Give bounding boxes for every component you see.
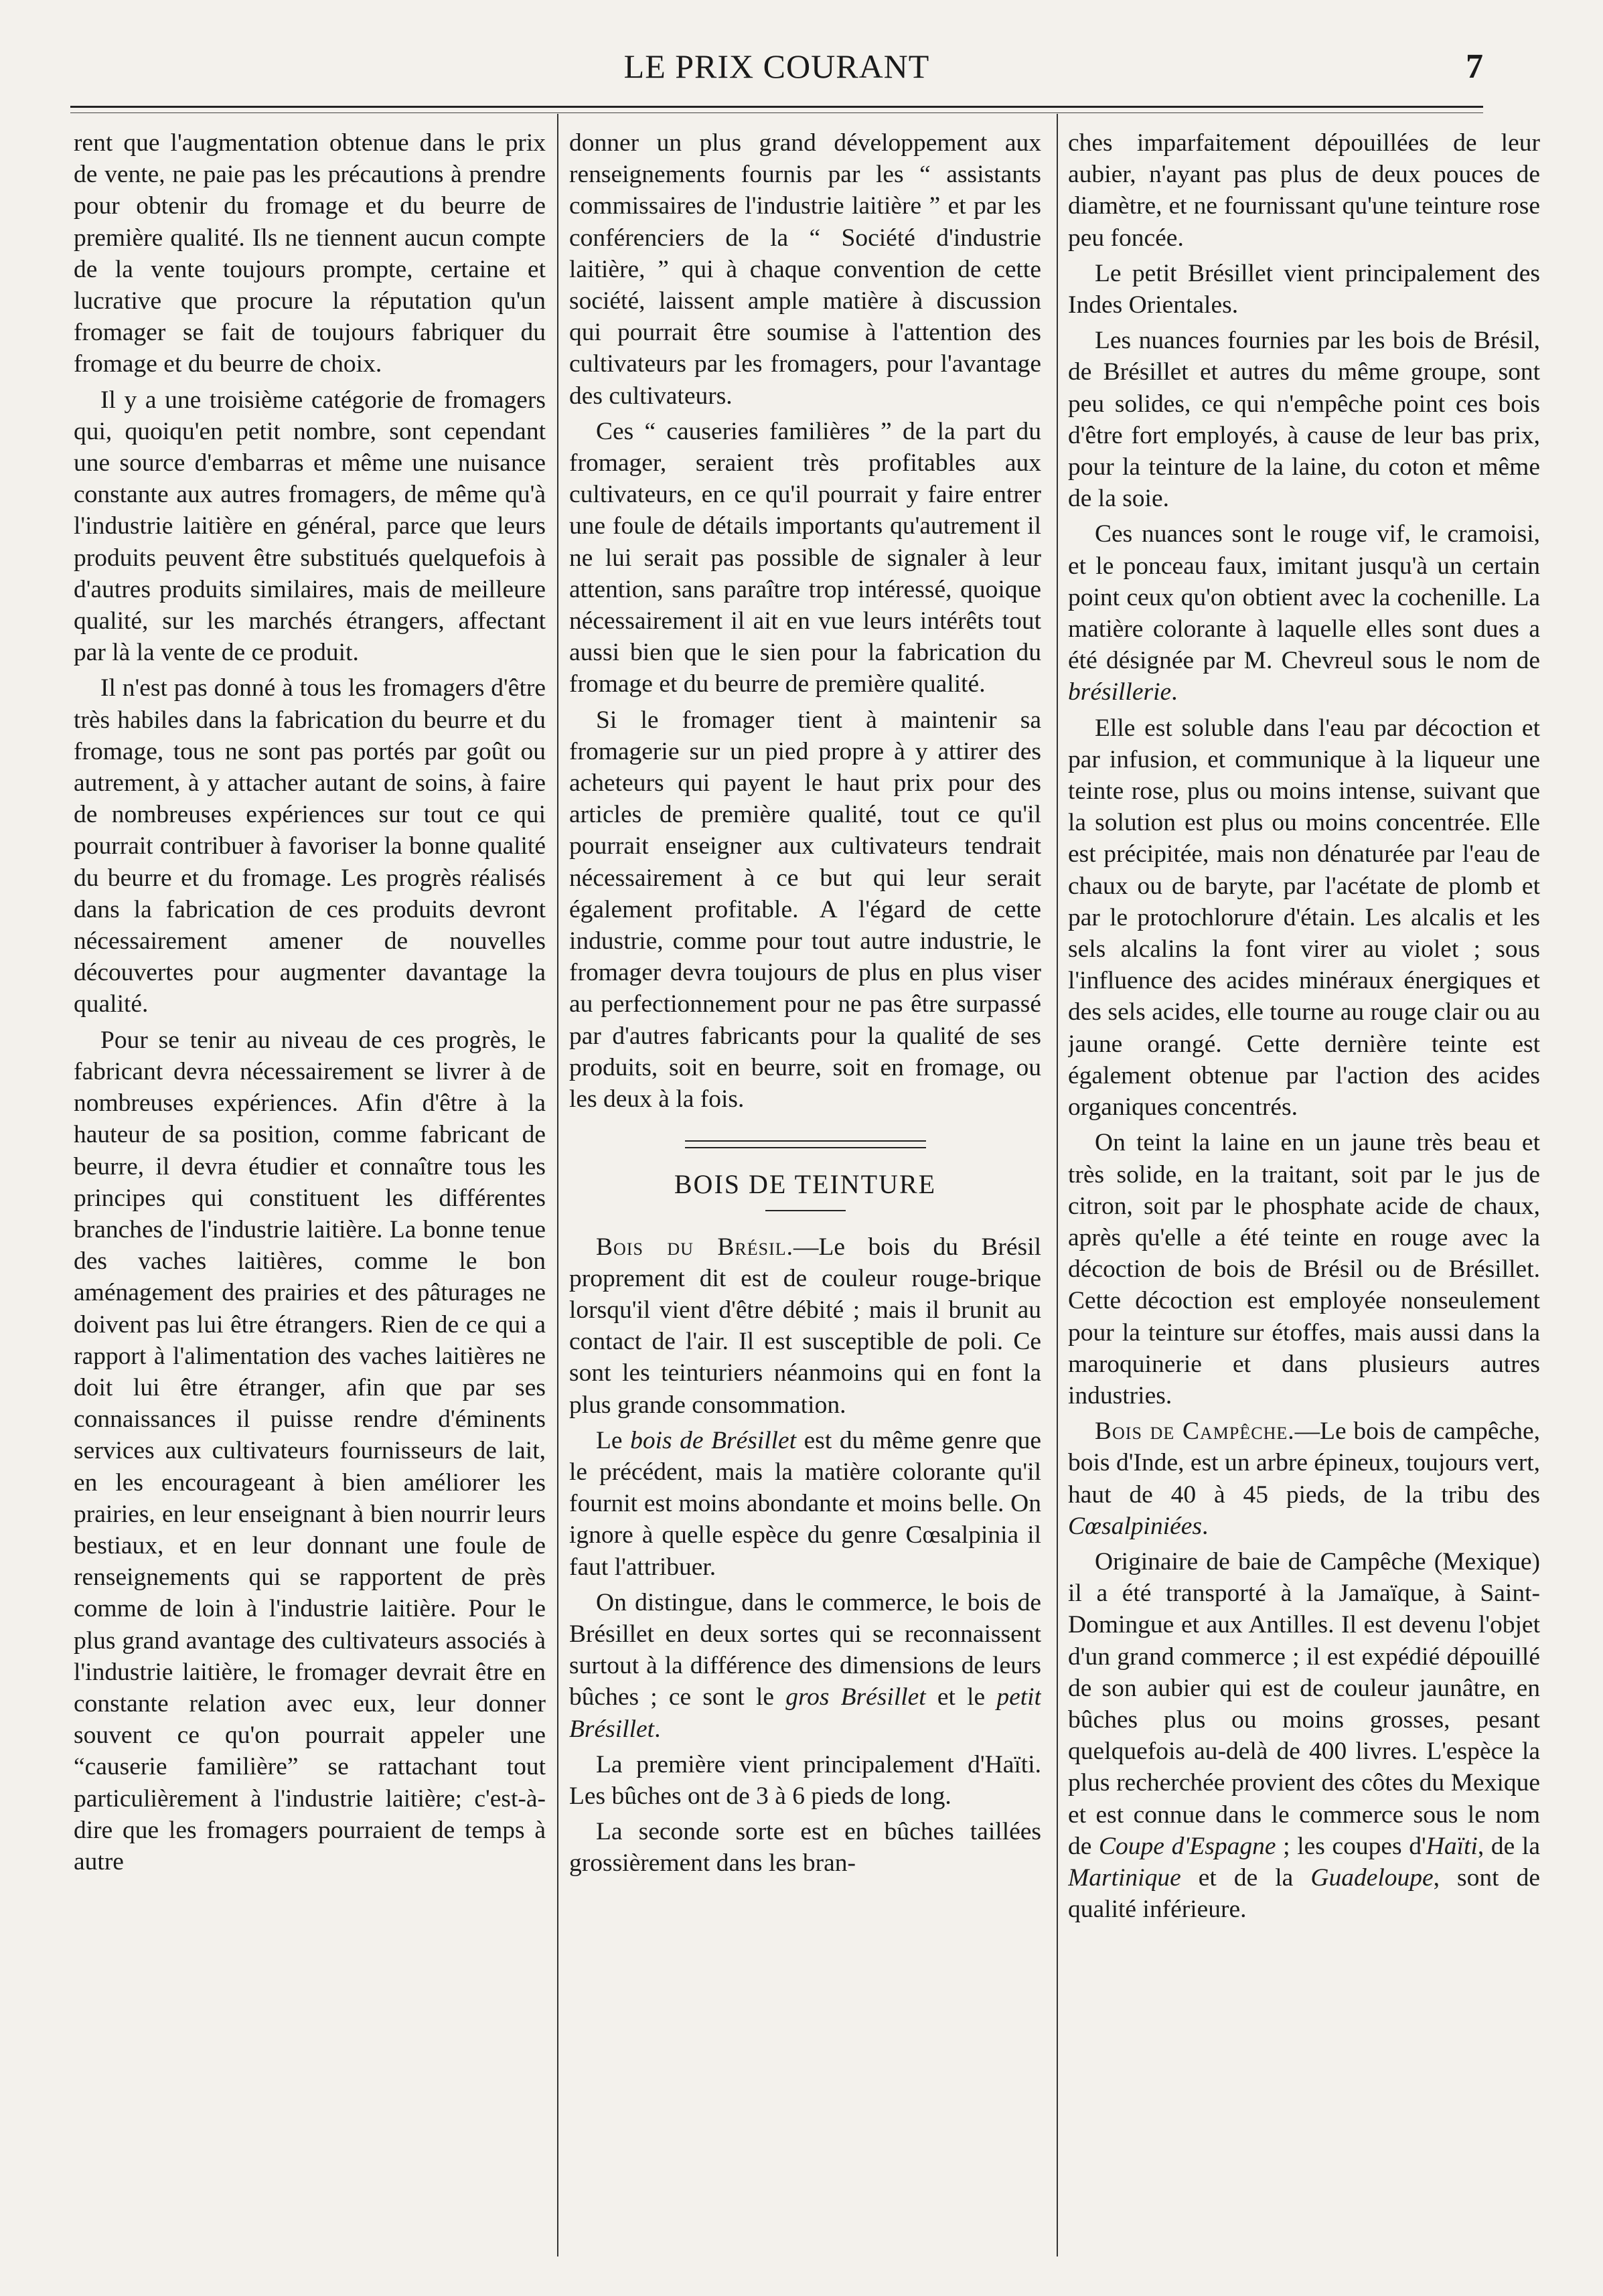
italic-term: brésillerie bbox=[1068, 678, 1172, 706]
paragraph: Il n'est pas donné à tous les fromagers d'être très habiles dans la fabrication du beurre et du fromage, tous ne sont pas portés par goût ou autrement, à y attacher autant de soins, à faire de nombreuses expériences sur tout ce qui pourrait contribuer à favoriser la bonne qualité du beurre et du fromage. Les progrès réalisés dans la fabrication de ces produits devront nécessairement amener de nouvelles découvertes pour augmenter davantage la qualité. bbox=[74, 674, 546, 1018]
column-divider bbox=[1057, 114, 1058, 2256]
italic-term: petit Brésillet bbox=[569, 1683, 1041, 1743]
paragraph: Ces “ causeries familières ” de la part du fromager, seraient très profitables aux cultivateurs, en ce qu'il pourrait y faire entrer une foule de détails importants qu'autrement il ne lui serait pas possible de signaler à leur attention, sans paraître trop intéressé, quoique nécessairement il ait en vue leurs intérêts tout aussi bien que le sien pour la fabrication du fromage et du beurre de première qualité. bbox=[569, 417, 1041, 698]
column-3 bbox=[1068, 127, 1540, 2256]
section-heading: BOIS DE TEINTURE bbox=[674, 1169, 937, 1200]
header-rule-thin bbox=[70, 112, 1483, 113]
column-1 bbox=[74, 127, 546, 2256]
italic-term: Coupe d'Espagne bbox=[1099, 1832, 1276, 1860]
italic-term: Cœsalpiniées bbox=[1068, 1512, 1203, 1540]
paragraph-nuances: Ces nuances sont le rouge vif, le cramoisi, et le ponceau faux, imitant jusqu'à un certain point ceux qu'on obtient avec la cochenille. La matière colorante à laquelle elles sont dues a été désignée par M. Chevreul sous le nom de brésillerie. bbox=[1068, 520, 1540, 706]
paragraph: Il y a une troisième catégorie de fromagers qui, quoiqu'en petit nombre, sont cependant une source d'embarras et même une nuisance constante aux autres fromagers, de même qu'à l'industrie laitière en général, parce que leurs produits peuvent être substitués quelquefois à d'autres produits similaires, mais de meilleure qualité, sur les marchés étrangers, affectant par là la vente de ce produit. bbox=[74, 386, 546, 667]
paragraph: La seconde sorte est en bûches taillées grossièrement dans les bran- bbox=[569, 1818, 1041, 1878]
entry-text: —Le bois du Brésil proprement dit est de couleur rouge-brique lorsqu'il vient d'être débité ; mais il brunit au contact de l'air. Il est susceptible de poli. Ce sont les teinturiers néanmoins qui en font la plus grande consommation. bbox=[569, 1233, 1041, 1419]
entry-lead: Bois de Campêche. bbox=[1095, 1418, 1295, 1446]
section-header bbox=[569, 1140, 1041, 1211]
paragraph: rent que l'augmentation obtenue dans le prix de vente, ne paie pas les précautions à prendre pour obtenir du fromage et du beurre de première qualité. Ils ne tiennent aucun compte de la vente toujours prompte, certaine et lucrative que procure la réputation qu'un fromager se fait de toujours fabriquer du fromage et du beurre de choix. bbox=[74, 129, 546, 378]
paragraph-bresillet: Le bois de Brésillet est du même genre que le précédent, mais la matière colorante qu'il fournit est moins abondante et moins belle. On ignore à quelle espèce du genre Cœsalpinia il faut l'attribuer. bbox=[569, 1426, 1041, 1581]
header-rule bbox=[70, 106, 1483, 108]
paragraph: On teint la laine en un jaune très beau et très solide, en la traitant, soit par le jus de citron, soit par le phosphate acide de chaux, après qu'elle a été teinte en rouge avec la décoction de bois de Brésil ou de Brésillet. Cette décoction est employée nonseulement pour la teinture sur étoffes, mais aussi dans la maroquinerie et dans plusieurs autres industries. bbox=[1068, 1129, 1540, 1409]
paragraph: Elle est soluble dans l'eau par décoction et par infusion, et communique à la liqueur une teinte rose, plus ou moins intense, suivant que la solution est plus ou moins concentrée. Elle est précipitée, mais non dénaturée par l'eau de chaux ou de baryte, par l'acétate de plomb et par le protochlorure d'étain. Les alcalis et les sels alcalins la font virer au violet ; sous l'influence des acides minéraux énergiques et des sels acides, elle tourne au rouge clair ou au jaune orangé. Cette dernière teinte est également obtenue par l'action des acides organiques concentrés. bbox=[1068, 714, 1540, 1122]
column-divider bbox=[557, 114, 558, 2256]
entry-lead: Bois du Brésil. bbox=[596, 1233, 793, 1261]
paragraph-bois-du-bresil bbox=[569, 1231, 1041, 1421]
paragraph: La première vient principalement d'Haïti. Les bûches ont de 3 à 6 pieds de long. bbox=[569, 1750, 1041, 1810]
italic-term: bois de Brésillet bbox=[630, 1426, 797, 1454]
page-number: 7 bbox=[1466, 48, 1483, 86]
paragraph: donner un plus grand développement aux renseignements fournis par les “ assistants commissaires de l'industrie laitière ” et par les conférenciers de la “ Société d'industrie laitière, ” qui à chaque convention de cette société, laissent ample matière à discussion qui pourrait être soumise à l'attention des cultivateurs par les fromagers, pour l'avantage des cultivateurs. bbox=[569, 129, 1041, 410]
column-2 bbox=[569, 127, 1041, 2256]
page-header bbox=[70, 47, 1483, 100]
paragraph-sortes: On distingue, dans le commerce, le bois de Brésillet en deux sortes qui se reconnaissent surtout à la différence des dimensions de leurs bûches ; ce sont le gros Brésillet et le petit Brésillet. bbox=[569, 1588, 1041, 1743]
italic-term: Guadeloupe bbox=[1310, 1863, 1434, 1892]
paragraph-origine: Originaire de baie de Campêche (Mexique) il a été transporté à la Jamaïque, à Saint-Domingue et aux Antilles. Il est devenu l'objet d'un grand commerce ; il est expédié dépouillé de son aubier qui est de couleur jaunâtre, en bûches plus ou moins grosses, pesant quelquefois au-delà de 400 livres. L'espèce la plus recherchée provient des côtes du Mexique et est connue dans le commerce sous le nom de Coupe d'Espagne ; les coupes d'Haïti, de la Martinique et de la Guadeloupe, sont de qualité inférieure. bbox=[1068, 1547, 1540, 1924]
italic-term: Martinique bbox=[1068, 1863, 1181, 1892]
section-rule-short bbox=[765, 1210, 846, 1211]
section-rule bbox=[685, 1140, 926, 1148]
paragraph: Pour se tenir au niveau de ces progrès, le fabricant devra nécessairement se livrer à de nombreuses expériences. Afin d'être à la hauteur de sa position, comme fabricant de beurre, il devra étudier et connaître tous les principes qui constituent les différentes branches de l'industrie laitière. La bonne tenue des vaches laitières, comme le bon aménagement des prairies et des pâturages ne doivent pas lui être étrangers. Rien de ce qui a rapport à l'alimentation des vaches laitières ne doit lui être étranger, afin que par ses connaissances il puisse rendre d'éminents services aux cultivateurs fournisseurs de lait, en les encourageant à bien améliorer les prairies, en leur enseignant à bien nourrir leurs bestiaux, et en leur donnant une foule de renseignements qui se rapportent de près comme de loin à l'industrie laitière. Pour le plus grand avantage des cultivateurs associés à l'industrie laitière, le fromager devrait être en constante relation avec eux, leur donner souvent ce qu'on pourrait appeler une “causerie familière” se rattachant tout particulièrement à l'industrie laitière; c'est-à-dire que les fromagers pourraient de temps à autre bbox=[74, 1026, 546, 1876]
paragraph-bois-de-campeche: Bois de Campêche.—Le bois de campêche, bois d'Inde, est un arbre épineux, toujours vert, haut de 40 à 45 pieds, de la tribu des Cœsalpiniées. bbox=[1068, 1418, 1540, 1540]
publication-title: LE PRIX COURANT bbox=[623, 48, 930, 85]
italic-term: Haïti bbox=[1426, 1832, 1478, 1860]
paragraph: Les nuances fournies par les bois de Brésil, de Brésillet et autres du même groupe, sont peu solides, ce qui n'empêche point ces bois d'être fort employés, à cause de leur bas prix, pour la teinture de la laine, du coton et même de la soie. bbox=[1068, 327, 1540, 513]
paragraph: Le petit Brésillet vient principalement des Indes Orientales. bbox=[1068, 259, 1540, 319]
paragraph: ches imparfaitement dépouillées de leur aubier, n'ayant pas plus de deux pouces de diamètre, et ne fournissant qu'une teinture rose peu foncée. bbox=[1068, 129, 1540, 252]
italic-term: gros Brésillet bbox=[785, 1683, 926, 1711]
paragraph: Si le fromager tient à maintenir sa fromagerie sur un pied propre à y attirer des acheteurs qui payent le haut prix pour des articles de première qualité, tout ce qu'il pourrait enseigner aux cultivateurs tendrait nécessairement à ce but qui leur serait également profitable. A l'égard de cette industrie, comme pour tout autre industrie, le fromager devra toujours de plus en plus viser au perfectionnement pour ne pas être surpassé par d'autres fabricants pour la qualité de ses produits, soit en beurre, soit en fromage, ou les deux à la fois. bbox=[569, 706, 1041, 1114]
